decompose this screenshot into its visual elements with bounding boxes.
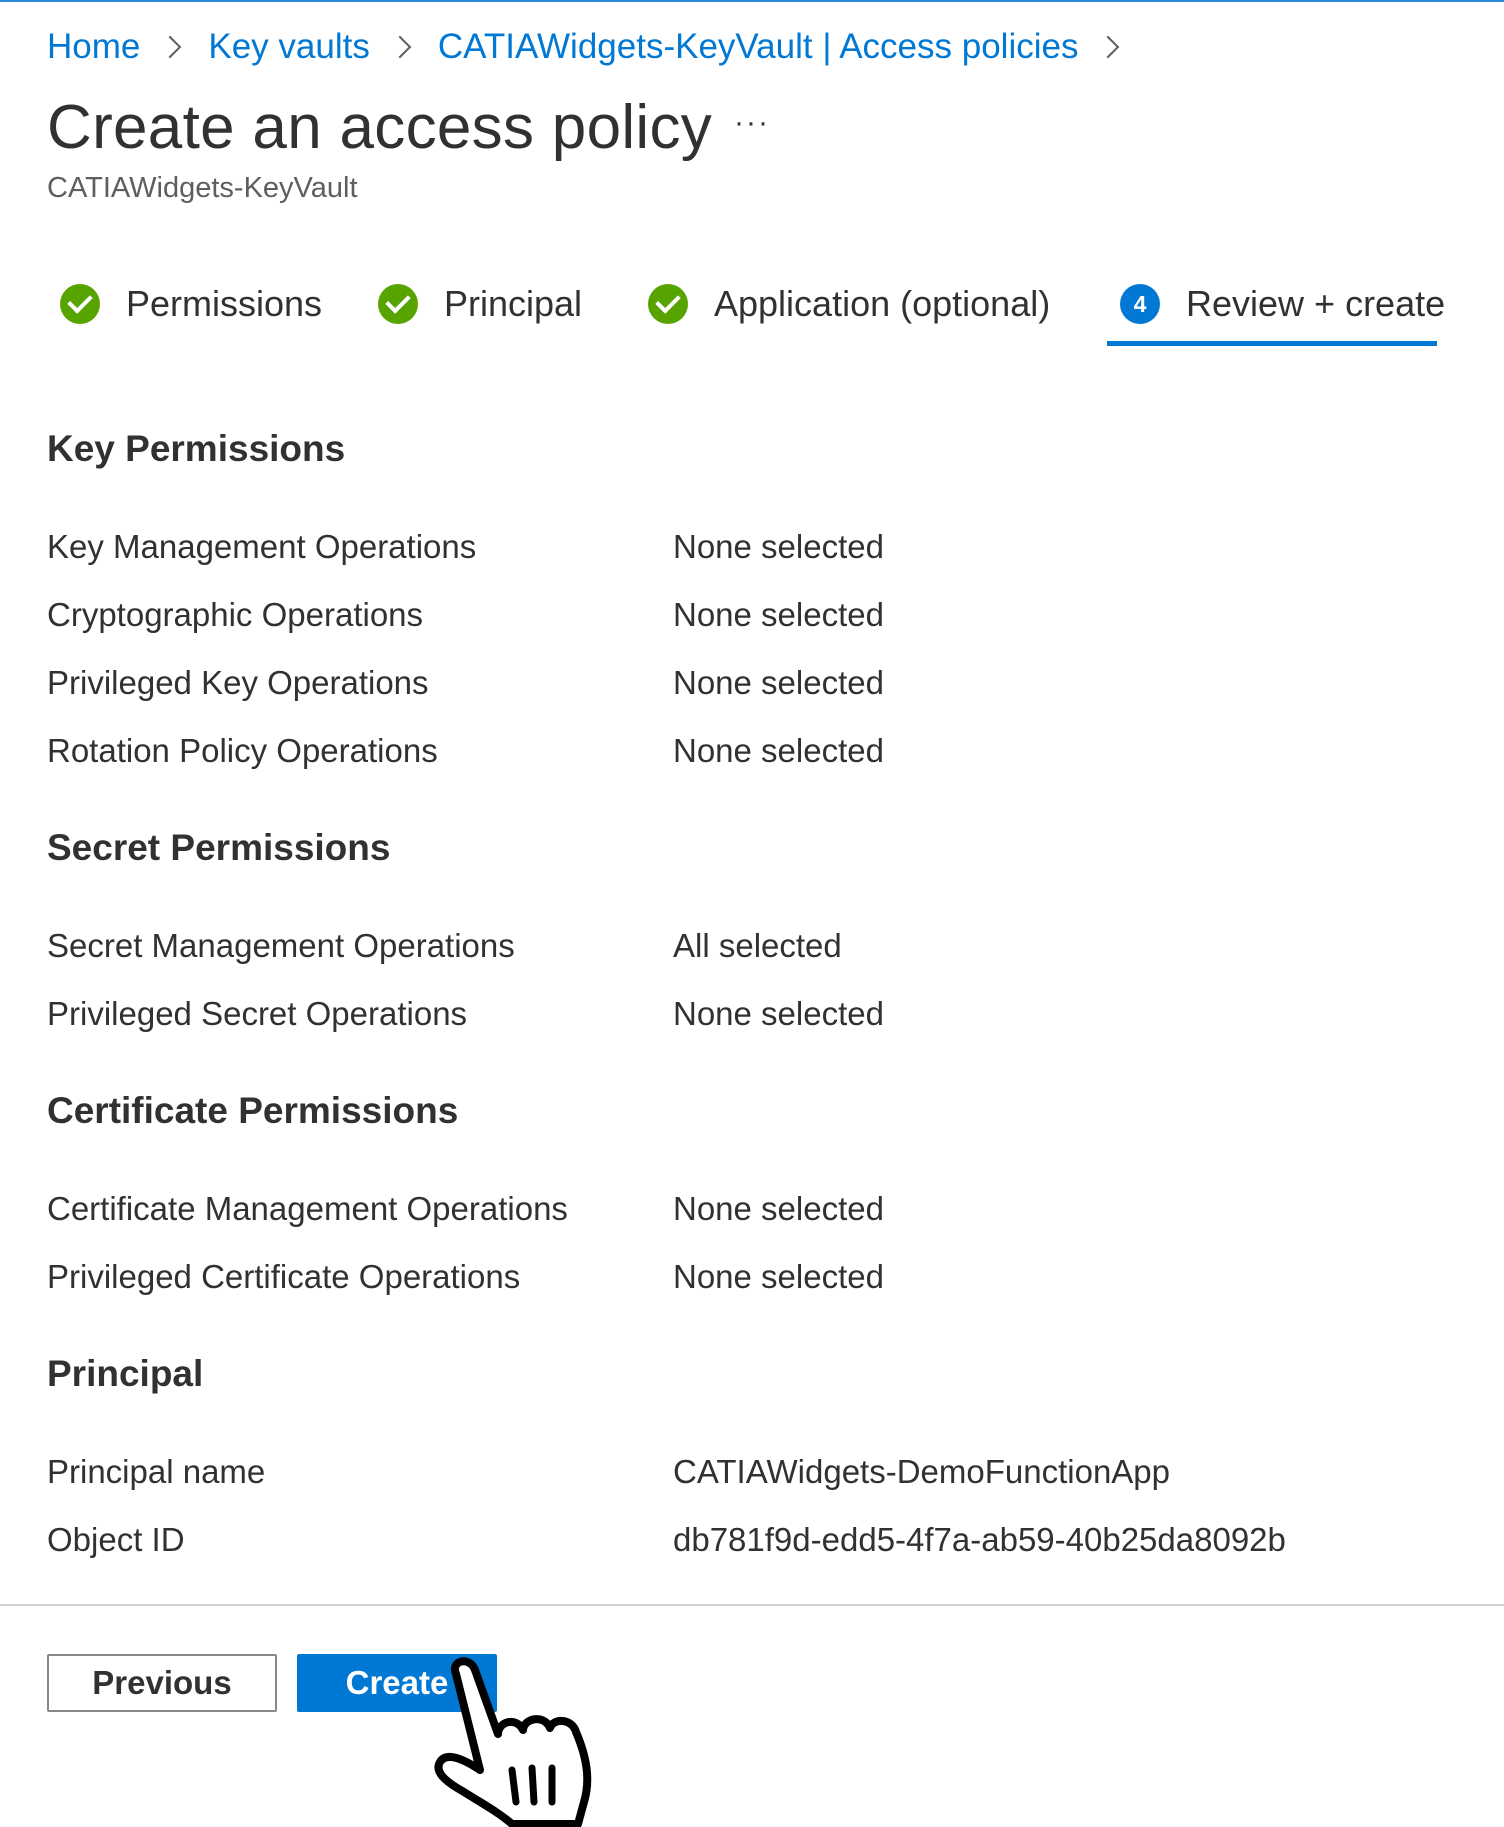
row-label: Object ID [47,1521,185,1558]
row-label: Cryptographic Operations [47,596,424,633]
row-label: Privileged Secret Operations [47,995,468,1032]
page-title: Create an access policy [47,93,713,162]
previous-button[interactable]: Previous [47,1654,277,1712]
top-accent-line [0,0,1504,2]
tab-permissions[interactable] [60,276,322,332]
breadcrumb [47,22,1146,72]
tab-review-create[interactable] [1120,276,1445,332]
create-button[interactable]: Create [297,1654,497,1712]
checkmark-circle-icon [60,284,100,324]
hand-pointer-icon [428,1652,608,1827]
breadcrumb-access-policies[interactable]: CATIAWidgets-KeyVault | Access policies [437,27,1079,66]
row-label: Secret Management Operations [47,927,515,964]
footer-divider [0,1604,1504,1606]
section-title-secret-permissions: Secret Permissions [47,827,391,868]
section-title-key-permissions: Key Permissions [47,428,346,469]
tab-principal[interactable] [378,276,582,332]
row-value: db781f9d-edd5-4f7a-ab59-40b25da8092b [673,1521,1286,1558]
chevron-right-icon [1097,36,1120,59]
row-value: None selected [673,732,884,769]
chevron-right-icon [389,36,412,59]
row-label: Privileged Certificate Operations [47,1258,521,1295]
tab-application[interactable] [648,276,1050,332]
row-value: None selected [673,1190,884,1227]
tab-label: Review + create [1186,283,1446,324]
row-label: Certificate Management Operations [47,1190,568,1227]
row-value: None selected [673,995,884,1032]
step-number-badge: 4 [1120,284,1160,324]
section-title-principal: Principal [47,1353,204,1394]
tab-label: Application (optional) [714,283,1051,324]
chevron-right-icon [159,36,182,59]
tab-label: Principal [444,283,583,324]
row-value: None selected [673,596,884,633]
row-label: Rotation Policy Operations [47,732,438,769]
row-value: None selected [673,528,884,565]
tab-label: Permissions [126,283,323,324]
row-label: Privileged Key Operations [47,664,429,701]
checkmark-circle-icon [378,284,418,324]
row-value: None selected [673,1258,884,1295]
active-tab-indicator [1107,341,1437,346]
row-value: CATIAWidgets-DemoFunctionApp [673,1453,1171,1490]
page-subtitle: CATIAWidgets-KeyVault [47,172,358,204]
row-value: All selected [673,927,842,964]
row-value: None selected [673,664,884,701]
section-title-certificate-permissions: Certificate Permissions [47,1090,459,1131]
checkmark-circle-icon [648,284,688,324]
row-label: Key Management Operations [47,528,477,565]
breadcrumb-home[interactable]: Home [47,27,141,66]
breadcrumb-key-vaults[interactable]: Key vaults [208,27,370,66]
row-label: Principal name [47,1453,266,1490]
more-options-icon[interactable]: ··· [734,106,770,139]
